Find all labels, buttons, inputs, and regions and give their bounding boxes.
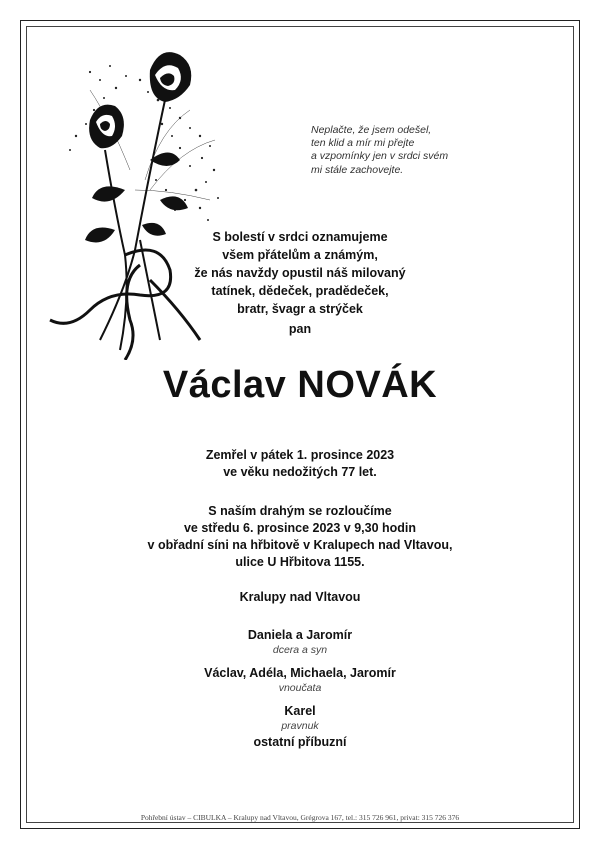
mourner-relation: vnoučata	[278, 682, 322, 694]
announcement-line: bratr, švagr a strýček	[237, 302, 363, 316]
death-info-line: ve věku nedožitých 77 let.	[223, 465, 377, 479]
announcement-line: že nás navždy opustil náš milovaný	[194, 266, 406, 280]
funeral-home-footer: Pohřební ústav – CIBULKA – Kralupy nad Vltavou, Grégrova 167, tel.: 315 726 961, privat: 315 726 376	[140, 813, 460, 822]
place-name: Kralupy nad Vltavou	[239, 590, 361, 604]
death-info-line: Zemřel v pátek 1. prosince 2023	[205, 448, 395, 462]
poem-line: Neplačte, že jsem odešel,	[311, 124, 432, 136]
poem-line: a vzpomínky jen v srdci svém	[311, 150, 449, 163]
mourner-names: Daniela a Jaromír	[247, 628, 353, 642]
mourners-list	[0, 628, 600, 742]
mourner-names: Karel	[284, 704, 316, 718]
poem-line: ten klid a mír mi přejte	[311, 137, 415, 150]
announcement	[0, 228, 600, 338]
mourner-relation: dcera a syn	[272, 644, 328, 656]
farewell-line: S naším drahým se rozloučíme	[208, 504, 392, 518]
deceased-name: Václav NOVÁK	[162, 364, 438, 406]
farewell-info	[0, 503, 600, 571]
memorial-poem	[311, 124, 511, 177]
mourner-relation: pravnuk	[281, 720, 319, 732]
announcement-line: S bolestí v srdci oznamujeme	[212, 230, 388, 244]
poem-line: mi stále zachovejte.	[311, 163, 404, 176]
death-info	[0, 447, 600, 481]
other-relatives: ostatní příbuzní	[253, 735, 347, 749]
farewell-line: v obřadní síni na hřbitově v Kralupech nad Vltavou,	[147, 538, 453, 552]
farewell-line: ulice U Hřbitova 1155.	[235, 555, 365, 569]
mourner-names: Václav, Adéla, Michaela, Jaromír	[204, 666, 396, 680]
announcement-line: tatínek, dědeček, pradědeček,	[211, 284, 389, 298]
announcement-line: všem přátelům a známým,	[222, 248, 378, 262]
farewell-line: ve středu 6. prosince 2023 v 9,30 hodin	[183, 521, 417, 535]
honorific: pan	[288, 322, 312, 336]
